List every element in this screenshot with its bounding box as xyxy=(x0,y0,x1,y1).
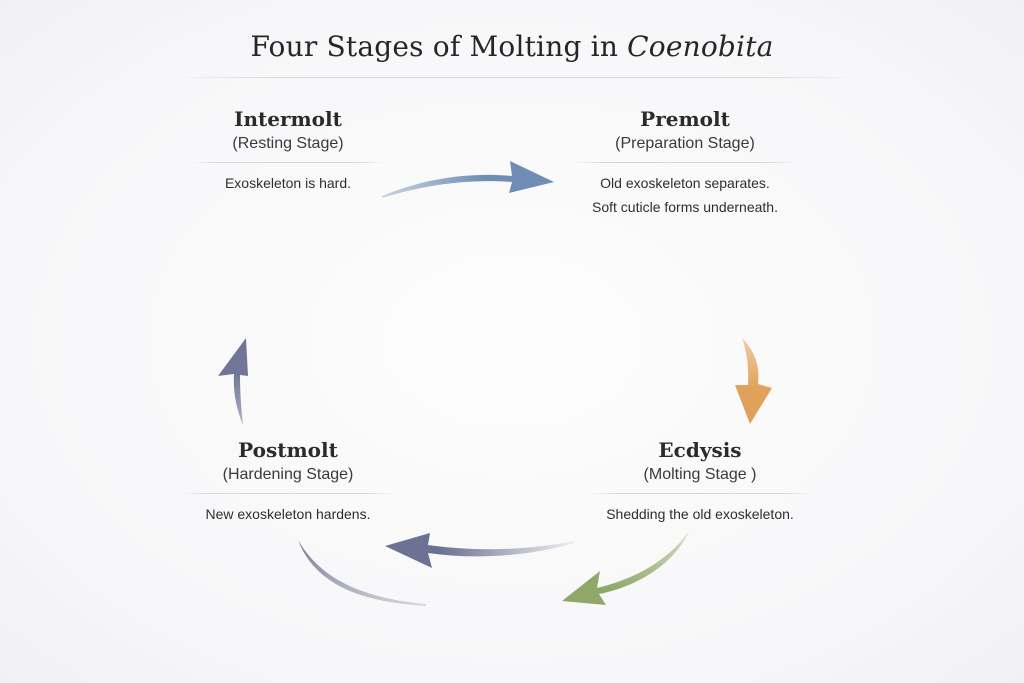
stage-postmolt-name: Postmolt xyxy=(238,438,338,462)
arrow-intermolt-to-premolt xyxy=(382,161,554,198)
stage-premolt-name: Premolt xyxy=(640,107,730,131)
stage-postmolt-description-line: New exoskeleton hardens. xyxy=(205,506,371,522)
stage-ecdysis-name: Ecdysis xyxy=(658,438,742,462)
stage-intermolt-subtitle: (Resting Stage) xyxy=(232,135,344,152)
title-genus: Coenobita xyxy=(627,30,774,63)
arrow-postmolt-to-intermolt xyxy=(218,338,248,425)
stage-premolt-description-line: Old exoskeleton separates. xyxy=(600,175,770,191)
arrow-premolt-to-ecdysis xyxy=(735,338,772,424)
title-main: Four Stages of Molting in xyxy=(250,30,628,63)
arrow-ecdysis-curve xyxy=(562,531,689,605)
stage-ecdysis-description-line: Shedding the old exoskeleton. xyxy=(606,506,794,522)
stage-postmolt-subtitle: (Hardening Stage) xyxy=(222,466,354,483)
arrow-ecdysis-to-postmolt xyxy=(385,533,574,568)
stage-intermolt-description-line: Exoskeleton is hard. xyxy=(224,175,352,191)
stage-intermolt-name: Intermolt xyxy=(234,107,342,131)
stage-premolt-description-line: Soft cuticle forms underneath. xyxy=(592,199,778,215)
stage-ecdysis-subtitle: (Molting Stage ) xyxy=(643,466,757,483)
stage-premolt-subtitle: (Preparation Stage) xyxy=(615,135,755,152)
